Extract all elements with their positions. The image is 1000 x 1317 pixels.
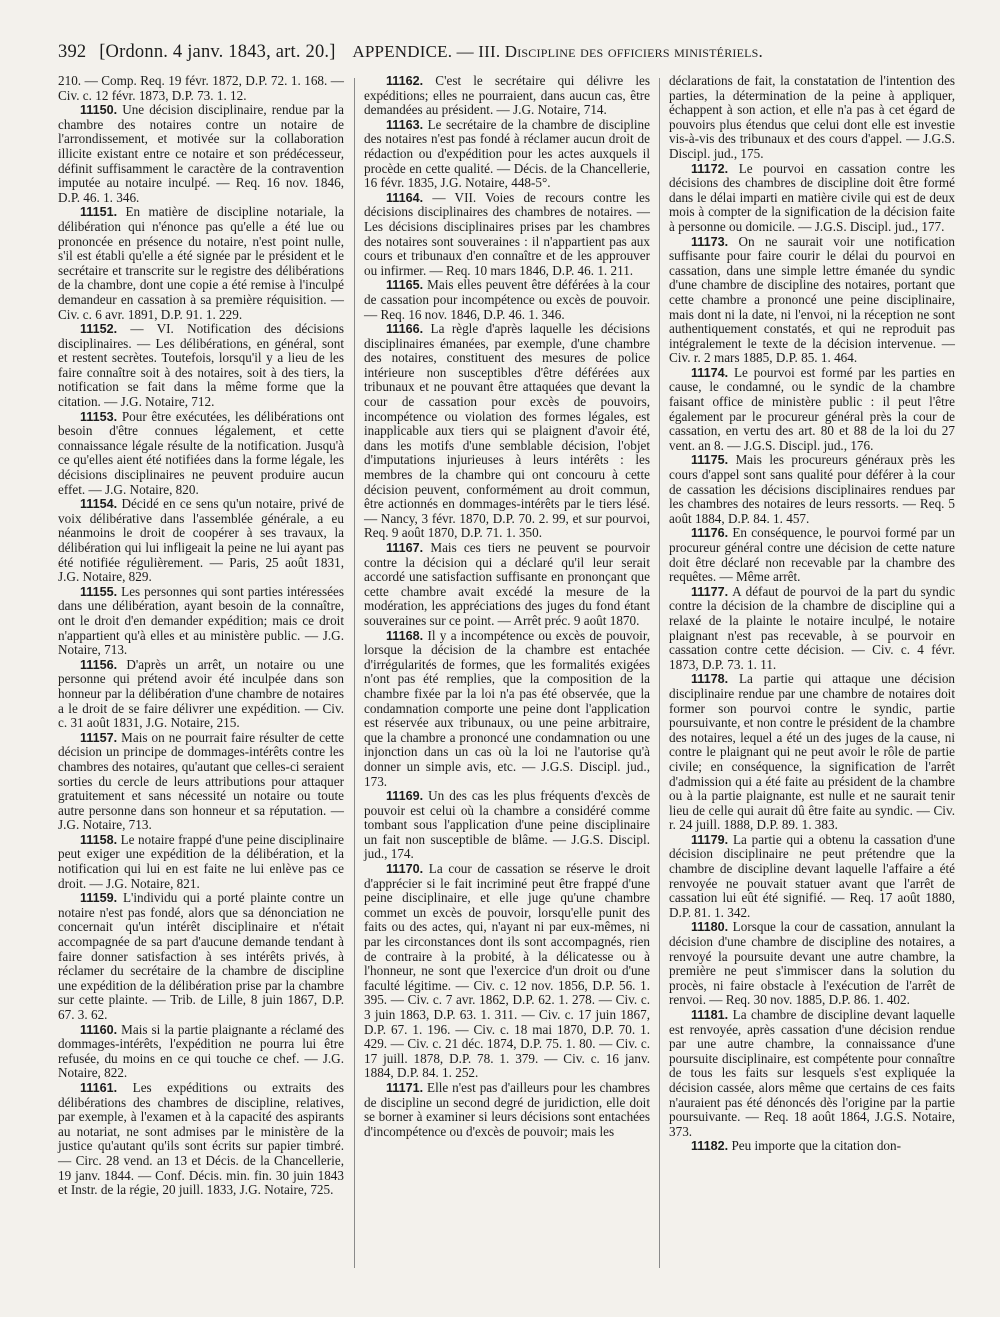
paragraph-number: 11159. [80, 891, 118, 906]
paragraph-text: La règle d'après laquelle les décisions disciplinaires émanées, par exemple, d'une chambre des notaires, constituent des mesures de police intérieure non susceptibles d'être déférées aux tribunaux et ne pouvant être attaquées que devant la cour de cassation pour excès de pouvoirs, incompétence ou violation des formes légales, est inapplicable aux tiers qui se plaignent d'avoir été, dans les motifs d'une semblable décision, l'objet d'imputations injurieuses à leurs intérêts : les membres de la chambre qui ont concouru à cette décision peuvent, conformément au droit commun, être actionnés en dommages-intérêts par le tiers lésé. — Nancy, 3 févr. 1870, D.P. 70. 2. 99, et sur pourvoi, Req. 9 août 1870, D.P. 71. 1. 350. [364, 321, 650, 541]
paragraph-text: L'individu qui a porté plainte contre un notaire n'est pas fondé, alors que sa dénonciation ne concernait qu'un intérêt disciplinaire et n'était accompagnée de sa part d'aucune demande tendant à faire donner satisfaction à ses intérêts privés, à réclamer du secrétaire de la chambre de discipline une expédition de la délibération prise par la chambre sur cette plainte. — Trib. de Lille, 8 juin 1867, D.P. 67. 3. 62. [58, 890, 345, 1022]
paragraph [669, 1008, 955, 1139]
paragraph-text: Le pourvoi en cassation contre les décisions des chambres de discipline doit être formé dans le délai imparti en matière civile qui est de deux mois à compter de la signification de la décision faite à personne ou domicile. — J.G.S. Discipl. jud., 177. [669, 160, 955, 234]
paragraph [669, 453, 955, 526]
paragraph-number: 11152. [80, 322, 118, 337]
paragraph-text: La chambre de discipline devant laquelle est renvoyée, après cassation d'une décision rendue par une autre chambre, la connaissance d'une poursuite disciplinaire, est compétente pour connaître de tous les faits sur lesquels s'est expliquée la décision cassée, alors même que certains de ces faits n'auraient pas été dénoncés dès l'origine par la partie poursuivante. — Req. 18 août 1864, J.G.S. Notaire, 373. [669, 1007, 956, 1139]
paragraph-text: D'après un arrêt, un notaire ou une personne qui prétend avoir été inculpée dans son honneur par la délibération d'une chambre de notaires a le droit de se faire délivrer une expédition. — Civ. c. 31 août 1831, J.G. Notaire, 215. [58, 656, 345, 731]
paragraph-text: Les expéditions ou extraits des délibérations des chambres de discipline, relatives, par exemple, à l'examen et à la capacité des aspirants au notariat, ne sont admises par le ministère de la justice qu'autant qu'ils sont écrits sur papier timbré. — Circ. 28 vend. an 13 et Décis. de la Chancellerie, 19 janv. 1844. — Conf. Décis. min. fin. 30 juin 1843 et Instr. de la régie, 20 juill. 1833, J.G. Notaire, 725. [58, 1079, 345, 1198]
paragraph [669, 74, 955, 162]
paragraph-text: Elle n'est pas d'ailleurs pour les chambres de discipline un second degré de juridiction, elle doit se borner à examiner si leurs décisions sont entachées d'incompétence ou d'excès de pouvoir; mais les [364, 1079, 651, 1139]
paragraph-number: 11160. [80, 1022, 118, 1037]
paragraph-text: La partie qui a obtenu la cassation d'une décision disciplinaire ne peut prétendre que la chambre de discipline devant laquelle l'affaire a été renvoyée ne pouvait statuer avant que l'arrêt de cassation lui eût été signifié. — Req. 17 août 1880, D.P. 81. 1. 342. [669, 831, 955, 920]
paragraph [58, 585, 344, 658]
paragraph-text: On ne saurait voir une notification suffisante pour faire courir le délai du pourvoi en cassation, dans une simple lettre émanée du syndic d'une chambre de discipline des notaires, portant que cette chambre a prononcé une peine disciplinaire, mais dont ni la date, ni l'envoi, ni la réception ne sont authentiquement constatés, et qui ne reproduit pas intégralement le texte de la décision intervenue. — Civ. r. 2 mars 1885, D.P. 85. 1. 464. [669, 233, 955, 366]
paragraph-text: Mais les procureurs généraux près les cours d'appel sont sans qualité pour déférer à la cour de cassation les décisions disciplinaires rendues par les chambres des notaires de leurs ressorts. — Req. 5 août 1884, D.P. 84. 1. 457. [669, 452, 956, 526]
paragraph-number: 11164. [386, 190, 424, 205]
paragraph [58, 1023, 344, 1081]
paragraph-text: Mais elles peuvent être déférées à la cour de cassation pour incompétence ou excès de pouvoir. — Req. 16 nov. 1846, D.P. 46. 1. 346. [364, 277, 650, 322]
paragraph [364, 1081, 650, 1139]
paragraph [58, 1081, 344, 1198]
paragraph [669, 162, 955, 235]
paragraph-text: Lorsque la cour de cassation, annulant la décision d'une chambre de discipline des notaires, a renvoyé la poursuite devant une autre chambre, la première ne peut s'immiscer dans la solution du procès, ni faire obstacle à l'exécution de l'arrêt de renvoi. — Req. 30 nov. 1885, D.P. 86. 1. 402. [669, 919, 955, 1008]
paragraph-number: 11163. [386, 117, 424, 132]
paragraph-text: — VI. Notification des décisions disciplinaires. — Les délibérations, en général, sont et restent secrètes. Toutefois, lorsqu'il y a lieu de les faire connaître soit à des notaires, soit à des tiers, la notification se fait dans la même forme que la citation. — J.G. Notaire, 712. [58, 321, 344, 410]
column-divider [659, 78, 660, 1268]
paragraph-number: 11181. [691, 1008, 729, 1022]
column-middle [364, 74, 650, 1139]
paragraph-number: 11154. [80, 497, 118, 512]
paragraph [58, 205, 344, 322]
paragraph [669, 672, 955, 833]
running-head-right: APPENDICE. — III. Discipline des officiers ministériels. [352, 42, 763, 61]
paragraph-text: Il y a incompétence ou excès de pouvoir, lorsque la décision de la chambre est entachée d'irrégularités de formes, que les formalités exigées n'ont pas été remplies, que la composition de la chambre fixée par la loi n'a pas été observée, que la condamnation comporte une peine dont l'application est réservée aux tribunaux, ou une peine arbitraire, que la chambre a prononcé une condamnation ou une injonction dans un cas où la loi ne l'autorise qu'à donner un simple avis, etc. — J.G.S. Discipl. jud., 173. [364, 627, 651, 789]
paragraph [669, 235, 955, 366]
paragraph [669, 526, 955, 584]
column-divider [354, 78, 355, 1268]
paragraph [58, 833, 344, 891]
paragraph-text: Le notaire frappé d'une peine disciplinaire peut exiger une expédition de la délibération, et la notification qui lui en est faite ne lui enlève pas ce droit. — J.G. Notaire, 821. [58, 831, 344, 891]
paragraph-number: 11171. [386, 1080, 424, 1095]
paragraph-text: La partie qui attaque une décision disciplinaire rendue par une chambre de notaires doit former son pourvoi contre le syndic, partie poursuivante, et non contre le président de la chambre des notaires, lequel a été un des juges de la cause, ni contre le plaignant qui ne peut avoir le rôle de partie civile; en conséquence, la signification de l'arrêt d'admission qui a été faite au président de la chambre ou à la partie plaignante, est nulle et ne saurait tenir lieu de celle qui aurait dû être faite au syndic. — Civ. r. 24 juill. 1888, D.P. 89. 1. 383. [669, 671, 956, 833]
paragraph-number: 11166. [386, 322, 424, 337]
paragraph-number: 11156. [80, 657, 118, 672]
paragraph-text: déclarations de fait, la constatation de l'intention des parties, la détermination de la peine à appliquer, échappent à son action, et elle n'a pas à cet égard de pouvoirs plus étendus que celui dont elle est investie vis-à-vis des tribunaux et des cours d'appel. — J.G.S. Discipl. jud., 175. [669, 73, 955, 161]
column-right [669, 74, 955, 1154]
paragraph [58, 731, 344, 833]
paragraph [58, 497, 344, 585]
paragraph-text: Le secrétaire de la chambre de discipline des notaires n'est pas fondé à réclamer aucun droit de rédaction ou d'expédition pour les actes auxquels il procède en cette qualité. — Décis. de la Chancellerie, 16 févr. 1835, J.G. Notaire, 448-5°. [364, 116, 650, 191]
paragraph-number: 11157. [80, 730, 118, 745]
paragraph-text: Une décision disciplinaire, rendue par la chambre des notaires contre un notaire de l'arrondissement, et motivée sur la collaboration illicite existant entre ce notaire et son prédécesseur, définit suffisamment le caractère de la contravention imputée au notaire inculpé. — Req. 16 nov. 1846, D.P. 46. 1. 346. [58, 102, 345, 205]
paragraph [364, 789, 650, 862]
running-head-left: [Ordonn. 4 janv. 1843, art. 20.] [99, 42, 336, 62]
paragraph-number: 11175. [691, 453, 729, 468]
paragraph [58, 410, 344, 498]
paragraph [669, 366, 955, 454]
paragraph [669, 833, 955, 921]
paragraph-number: 11176. [691, 526, 729, 541]
paragraph [669, 920, 955, 1008]
paragraph-text: En matière de discipline notariale, la délibération qui n'énonce pas qu'elle a été lue ou prononcée en présence du notaire, n'est point nulle, s'il est établi qu'elle a été signée par le président et le secrétaire et transcrite sur le registre des délibérations de la chambre, dont une copie a été remise à l'inculpé demandeur en cassation à sa première réquisition. — Civ. c. 6 avr. 1891, D.P. 91. 1. 229. [58, 204, 345, 322]
paragraph [364, 541, 650, 629]
paragraph-number: 11177. [691, 584, 729, 599]
paragraph-number: 11153. [80, 409, 118, 424]
running-header [58, 42, 968, 63]
paragraph-number: 11168. [386, 628, 424, 643]
paragraph [364, 629, 650, 790]
paragraph [669, 585, 955, 673]
paragraph [364, 74, 650, 118]
paragraph-text: Pour être exécutées, les délibérations ont besoin d'être connues légalement, et cette connaissance légale résulte de la notification. Jusqu'à ce qu'elles aient été notifiées dans la forme légale, les décisions disciplinaires ne peuvent produire aucun effet. — J.G. Notaire, 820. [58, 408, 344, 497]
paragraph-number: 11155. [80, 584, 118, 599]
paragraph-number: 11180. [691, 920, 729, 935]
paragraph-number: 11174. [691, 365, 729, 380]
paragraph-number: 11169. [386, 789, 424, 804]
paragraph-number: 11173. [691, 234, 729, 249]
paragraph-text: Peu importe que la citation don- [731, 1138, 902, 1154]
paragraph [58, 74, 344, 103]
paragraph-text: En conséquence, le pourvoi formé par un procureur général contre une décision de cette nature doit être déclaré non recevable par la chambre des requêtes. — Même arrêt. [669, 525, 955, 585]
paragraph-text: Le pourvoi est formé par les parties en cause, le condamné, ou le syndic de la chambre faisant office de ministère public : il peut l'être également par le procureur général près la cour de cassation, en vertu des art. 80 et 88 de la loi du 27 vent. an 8. — J.G.S. Discipl. jud., 176. [669, 364, 956, 453]
paragraph-number: 11151. [80, 205, 118, 220]
paragraph-text: 210. — Comp. Req. 19 févr. 1872, D.P. 72. 1. 168. — Civ. c. 12 févr. 1873, D.P. 73. 1. 12. [58, 73, 344, 103]
paragraph-number: 11162. [386, 74, 424, 88]
paragraph [364, 191, 650, 279]
paragraph-text: La cour de cassation se réserve le droit d'apprécier si le fait incriminé peut être frappé d'une peine disciplinaire, et elle juge qu'une chambre commet un excès de pouvoir, lorsqu'elle punit des faits ou des actes, qui, n'ayant ni par eux-mêmes, ni par les circonstances dont ils sont accompagnés, rien de contraire à la probité, à la délicatesse ou à l'honneur, ne sont que l'exercice d'un droit ou d'une faculté légitime. — Civ. c. 12 nov. 1856, D.P. 56. 1. 395. — Civ. c. 7 avr. 1862, D.P. 62. 1. 278. — Civ. c. 3 juin 1863, D.P. 63. 1. 311. — Civ. c. 17 juin 1867, D.P. 67. 1. 196. — Civ. c. 18 mai 1870, D.P. 70. 1. 429. — Civ. c. 21 déc. 1874, D.P. 75. 1. 80. — Civ. c. 17 juill. 1878, D.P. 78. 1. 379. — Civ. c. 16 janv. 1884, D.P. 84. 1. 252. [364, 861, 650, 1081]
paragraph [58, 103, 344, 205]
paragraph-number: 11170. [386, 862, 424, 877]
paragraph [364, 322, 650, 541]
paragraph [364, 862, 650, 1081]
paragraph-number: 11172. [691, 161, 729, 176]
paragraph-text: Un des cas les plus fréquents d'excès de pouvoir est celui où la chambre a considéré comme tombant sous l'application d'une peine disciplinaire un fait non susceptible de blâme. — J.G.S. Discipl. jud., 174. [364, 788, 651, 862]
paragraph-number: 11182. [691, 1139, 729, 1154]
paragraph-text: — VII. Voies de recours contre les décisions disciplinaires des chambres de notaires. — Les décisions disciplinaires prises par les chambres des notaires sont souveraines : il n'appartient pas aux cours et tribunaux d'en connaître et de les approuver ou infirmer. — Req. 10 mars 1846, D.P. 46. 1. 211. [364, 189, 651, 278]
paragraph-text: C'est le secrétaire qui délivre les expéditions; elles ne pourraient, dans aucun cas, être demandées au président. — J.G. Notaire, 714. [364, 73, 651, 118]
paragraph-text: Décidé en ce sens qu'un notaire, privé de voix délibérative dans l'assemblée générale, a eu néanmoins le droit de coopérer à ses travaux, la délibération qui lui infligeait la peine ne lui ayant pas été notifiée régulièrement. — Paris, 25 août 1831, J.G. Notaire, 829. [58, 496, 344, 585]
paragraph [58, 658, 344, 731]
paragraph-number: 11150. [80, 103, 118, 118]
paragraph-number: 11179. [691, 832, 729, 847]
paragraph [58, 891, 344, 1022]
paragraph-text: Mais si la partie plaignante a réclamé des dommages-intérêts, l'expédition ne pourra lui être refusée, du moins en ce qui touche ce chef. — J.G. Notaire, 822. [58, 1021, 345, 1081]
paragraph-text: A défaut de pourvoi de la part du syndic contre la décision de la chambre de discipline qui a relaxé de la plainte le notaire inculpé, le notaire plaignant n'est pas recevable, à se pourvoir en cassation contre cette décision. — Civ. c. 4 févr. 1873, D.P. 73. 1. 11. [669, 583, 955, 672]
page-number: 392 [58, 42, 87, 62]
paragraph-text: Les personnes qui sont parties intéressées dans une délibération, ayant besoin de la connaître, ont le droit d'en demander expédition; mais ce droit n'appartient qu'à elles et au ministère public. — J.G. Notaire, 713. [58, 583, 345, 658]
paragraph [364, 118, 650, 191]
paragraph [364, 278, 650, 322]
paragraph-text: Mais on ne pourrait faire résulter de cette décision un principe de dommages-intérêts contre les chambres des notaires, qu'autant que celles-ci seraient sorties du cercle de leurs attributions pour attaquer gratuitement et sans nécessité un notaire ou toute autre personne dans son honneur et sa réputation. — J.G. Notaire, 713. [58, 729, 344, 833]
paragraph [669, 1139, 955, 1154]
paragraph-number: 11167. [386, 541, 424, 555]
paragraph-number: 11158. [80, 832, 118, 847]
paragraph-number: 11161. [80, 1080, 118, 1095]
column-left [58, 74, 344, 1198]
paragraph-number: 11178. [691, 672, 729, 687]
paragraph-text: Mais ces tiers ne peuvent se pourvoir contre la décision qui a déclaré qu'il leur serait accordé une satisfaction suffisante en prononçant que cette chambre avait excédé la mesure de la modération, les appréciations des juges du fond étant souveraines sur ce point. — Arrêt préc. 9 août 1870. [364, 540, 651, 628]
paragraph-number: 11165. [386, 278, 424, 293]
paragraph [58, 322, 344, 410]
